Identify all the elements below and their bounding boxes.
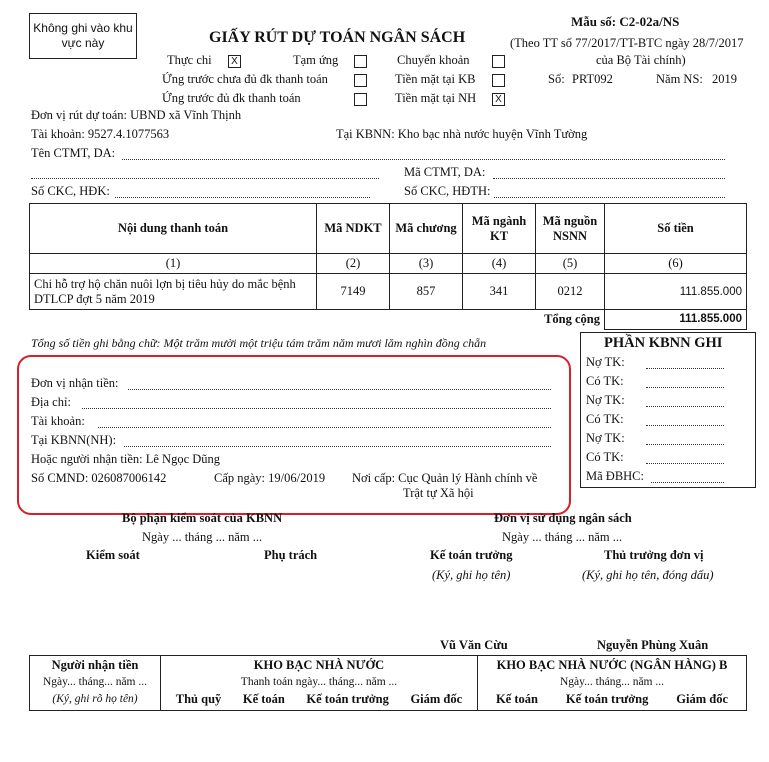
signer-name-1: Vũ Văn Cừu [440, 638, 508, 652]
kbnn-dots [646, 443, 724, 445]
kbnn-line: Nợ TK: [586, 431, 625, 445]
kbnn-dots [646, 367, 724, 369]
kiem-soat: Kiểm soát [86, 548, 140, 562]
option-ung-truoc-chua-checkbox[interactable] [354, 74, 367, 87]
kbnn-line: Có TK: [586, 450, 624, 464]
option-ung-truoc-du-label: Ứng trước đủ đk thanh toán [162, 91, 301, 105]
kbnn-line: Có TK: [586, 412, 624, 426]
ten-ctmt-dots [122, 158, 725, 160]
dia-chi-dots [82, 407, 551, 409]
ke-toan-truong-b: Kế toán trưởng [565, 692, 649, 706]
don-vi-nhan-dots [128, 388, 551, 390]
option-ung-truoc-du-checkbox[interactable] [354, 93, 367, 106]
so-ckc-hdth: Số CKC, HĐTH: [404, 184, 491, 198]
kbnn-dots [651, 481, 724, 483]
table-index-row [30, 254, 747, 274]
amount-in-words: Tổng số tiền ghi bằng chữ: Một trăm mười một triệu tám trăm năm mươi lăm nghìn đồng chẵn [31, 336, 487, 350]
so-value: PRT092 [572, 72, 613, 86]
sign-date-2: Ngày ... tháng ... năm ... [502, 530, 623, 544]
row-chuong: 857 [390, 274, 463, 310]
so-ckc-hdk: Số CKC, HĐK: [31, 184, 110, 198]
option-tien-mat-kb-label: Tiền mặt tại KB [395, 72, 476, 86]
option-chuyen-khoan-checkbox[interactable] [492, 55, 505, 68]
option-ung-truoc-chua-label: Ứng trước chưa đủ đk thanh toán [162, 72, 328, 86]
noi-cap-2: Trật tự Xã hội [403, 486, 474, 500]
nguoi-nhan-tien: Hoặc người nhận tiền: Lê Ngọc Dũng [31, 452, 221, 466]
don-vi-rut: Đơn vị rút dự toán: UBND xã Vĩnh Thịnh [31, 108, 242, 122]
tai-khoan: Tài khoản: 9527.4.1077563 [31, 127, 170, 141]
noi-cap: Nơi cấp: Cục Quản lý Hành chính về [352, 471, 538, 485]
recipient-tai-kbnn: Tại KBNN(NH): [31, 433, 117, 447]
form-number: Mẫu số: C2-02a/NS [571, 14, 680, 29]
bottom-row [30, 656, 747, 711]
recipient-tai-khoan-dots [98, 426, 551, 428]
signer-name-2: Nguyễn Phùng Xuân [597, 638, 709, 652]
thanh-toan-date: Thanh toán ngày... tháng... năm ... [240, 676, 398, 688]
option-tam-ung-checkbox[interactable] [354, 55, 367, 68]
nam-ns-label: Năm NS: [656, 72, 703, 86]
col-header-noi-dung: Nội dung thanh toán [30, 204, 317, 254]
form-title: GIẤY RÚT DỰ TOÁN NGÂN SÁCH [209, 29, 466, 46]
option-tien-mat-kb-checkbox[interactable] [492, 74, 505, 87]
ky-ghi-1: (Ký, ghi họ tên) [432, 568, 511, 582]
don-vi-nhan-tien: Đơn vị nhận tiền: [31, 376, 119, 390]
row-nguon: 0212 [536, 274, 605, 310]
thu-truong: Thủ trưởng đơn vị [604, 548, 704, 562]
kbnn-nh-cell [478, 656, 747, 711]
so-label: Số: [548, 72, 565, 86]
index-cell: (5) [536, 254, 605, 274]
col-header-nganh-kt: Mã ngành KT [463, 204, 536, 254]
col-header-nguon: Mã nguồn NSNN [536, 204, 605, 254]
table-total-row [30, 310, 747, 330]
payment-table [29, 203, 747, 330]
row-content: Chi hỗ trợ hộ chăn nuôi lợn bị tiêu hủy do mắc bệnh DTLCP đợt 5 năm 2019 [30, 274, 317, 310]
col-header-ndkt: Mã NDKT [317, 204, 390, 254]
dia-chi: Địa chỉ: [31, 395, 71, 409]
option-tien-mat-nh-checkbox[interactable]: X [492, 93, 505, 106]
ma-ctmt-dots [493, 177, 725, 179]
kbnn-ghi-title: PHẦN KBNN GHI [604, 335, 723, 351]
cap-ngay: Cấp ngày: 19/06/2019 [214, 471, 326, 485]
so-ckc-hdth-dots [494, 196, 725, 198]
col-header-chuong: Mã chương [390, 204, 463, 254]
tai-kbnn: Tại KBNN: Kho bạc nhà nước huyện Vĩnh Tường [336, 127, 588, 141]
index-cell: (3) [390, 254, 463, 274]
so-cmnd: Số CMND: 026087006142 [31, 471, 167, 485]
ky-ghi-2: (Ký, ghi họ tên, đóng dấu) [582, 568, 714, 582]
kbnn-signers [165, 691, 473, 708]
bottom-ky-ghi: (Ký, ghi rõ họ tên) [52, 693, 138, 705]
regulation: (Theo TT số 77/2017/TT-BTC ngày 28/7/2017 [510, 36, 744, 50]
ma-ctmt: Mã CTMT, DA: [404, 165, 486, 179]
don-vi-su-dung: Đơn vị sử dụng ngân sách [494, 511, 632, 525]
kbnn-line: Có TK: [586, 374, 624, 388]
option-thuc-chi-checkbox[interactable]: X [228, 55, 241, 68]
giam-doc-b: Giám đốc [676, 692, 729, 706]
recipient-tai-kbnn-dots [124, 445, 551, 447]
kbnn-nh-label: KHO BẠC NHÀ NƯỚC (NGÂN HÀNG) B [496, 658, 728, 672]
kbnn-line: Nợ TK: [586, 355, 625, 369]
nguoi-nhan-tien-label: Người nhận tiền [51, 658, 139, 672]
option-thuc-chi-label: Thực chi [167, 53, 212, 67]
kbnn-dots [646, 424, 724, 426]
so-ckc-hdk-dots [115, 196, 370, 198]
row-nganh-kt: 341 [463, 274, 536, 310]
option-tien-mat-nh-label: Tiền mặt tại NH [395, 91, 477, 105]
giam-doc: Giám đốc [410, 692, 463, 706]
kbnn-nh-signers [482, 691, 742, 708]
kbnn-nh-date: Ngày... tháng... năm ... [559, 676, 664, 688]
total-amount: 111.855.000 [605, 310, 747, 330]
regulation-2: của Bộ Tài chính) [596, 53, 686, 67]
index-cell: (4) [463, 254, 536, 274]
sign-date-1: Ngày ... tháng ... năm ... [142, 530, 263, 544]
table-header-row [30, 204, 747, 254]
kbnn-line: Nợ TK: [586, 393, 625, 407]
ke-toan: Kế toán [242, 692, 285, 706]
ke-toan-truong: Kế toán trưởng [430, 548, 513, 562]
kbnn-cell [161, 656, 478, 711]
kbnn-label: KHO BẠC NHÀ NƯỚC [253, 658, 385, 672]
ten-ctmt-dots-2 [31, 177, 379, 179]
option-tam-ung-label: Tạm ứng [293, 53, 339, 67]
kbnn-line: Mã ĐBHC: [586, 469, 644, 483]
option-chuyen-khoan-label: Chuyển khoản [397, 53, 470, 67]
bottom-date: Ngày... tháng... năm ... [42, 676, 147, 688]
nam-ns-value: 2019 [712, 72, 737, 86]
row-amount: 111.855.000 [605, 274, 747, 310]
total-label: Tổng cộng [30, 310, 605, 330]
thu-quy: Thủ quỹ [175, 692, 222, 706]
bo-phan-kiem-soat: Bộ phận kiểm soát của KBNN [122, 511, 283, 525]
kbnn-dots [646, 405, 724, 407]
stamp-box [29, 13, 137, 59]
table-row [30, 274, 747, 310]
col-header-so-tien: Số tiền [605, 204, 747, 254]
recipient-tai-khoan: Tài khoản: [31, 414, 85, 428]
bottom-table [29, 655, 747, 711]
ke-toan-truong-bottom: Kế toán trưởng [306, 692, 389, 706]
row-ndkt: 7149 [317, 274, 390, 310]
kbnn-ghi-box [580, 332, 756, 488]
index-cell: (1) [30, 254, 317, 274]
phu-trach: Phụ trách [264, 548, 318, 562]
kbnn-dots [646, 462, 724, 464]
index-cell: (2) [317, 254, 390, 274]
nguoi-nhan-cell [30, 656, 161, 711]
ke-toan-b: Kế toán [495, 692, 538, 706]
ten-ctmt: Tên CTMT, DA: [31, 146, 116, 160]
stamp-box-text: Không ghi vào khu vực này [33, 21, 133, 50]
index-cell: (6) [605, 254, 747, 274]
kbnn-dots [646, 386, 724, 388]
